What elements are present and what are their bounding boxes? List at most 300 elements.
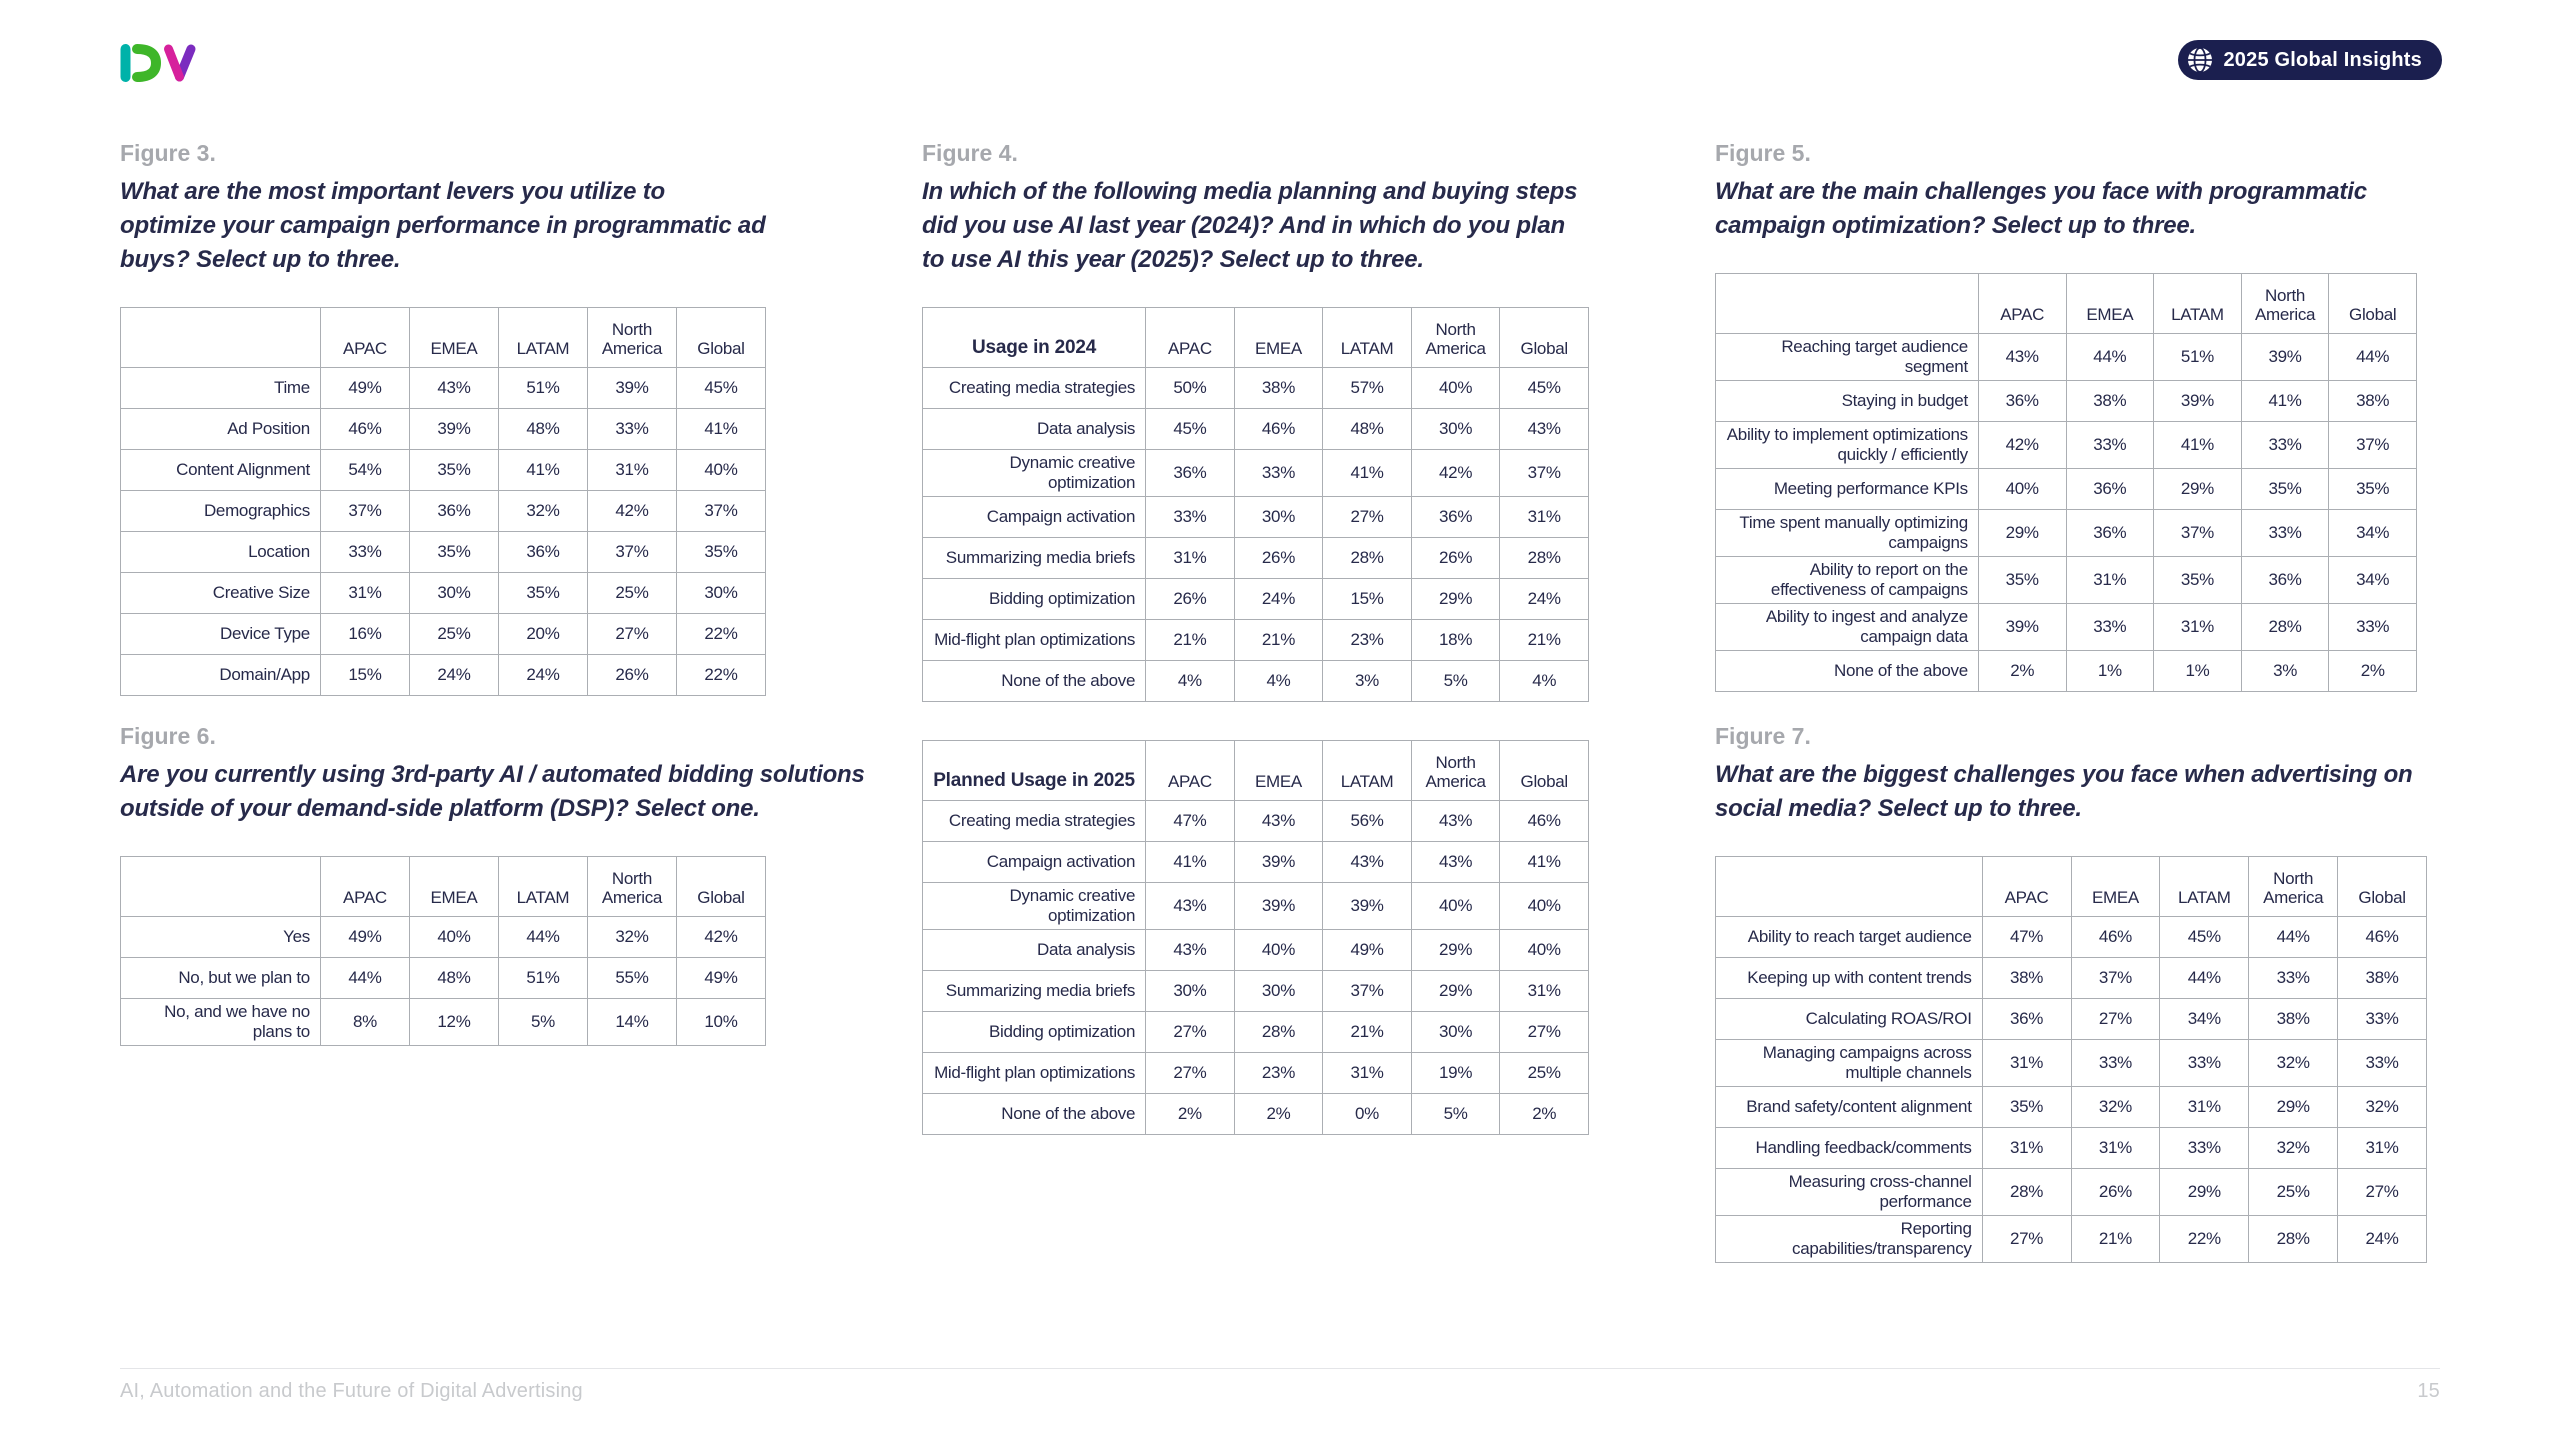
data-cell: 35% (2154, 557, 2242, 604)
data-cell: 24% (2338, 1216, 2427, 1263)
data-cell: 33% (2160, 1128, 2249, 1169)
data-cell: 27% (1146, 1012, 1235, 1053)
row-label: None of the above (923, 661, 1146, 702)
data-cell: 31% (1500, 497, 1589, 538)
data-cell: 40% (1411, 368, 1500, 409)
data-cell: 36% (2241, 557, 2329, 604)
row-label: Measuring cross-channel performance (1716, 1169, 1983, 1216)
data-cell: 42% (1411, 450, 1500, 497)
row-label: Domain/App (121, 655, 321, 696)
data-cell: 30% (1411, 409, 1500, 450)
table-row (923, 971, 1589, 1012)
table-row (121, 450, 766, 491)
table-row (121, 655, 766, 696)
table-row (1716, 917, 2427, 958)
data-cell: 42% (587, 491, 676, 532)
table-row (923, 1094, 1589, 1135)
data-cell: 51% (2154, 334, 2242, 381)
table-row (923, 538, 1589, 579)
row-label: Time (121, 368, 321, 409)
table-row (1716, 1087, 2427, 1128)
table-row (1716, 334, 2417, 381)
data-cell: 24% (409, 655, 498, 696)
data-cell: 32% (2071, 1087, 2160, 1128)
row-label: Yes (121, 917, 321, 958)
table-corner-label (1716, 274, 1979, 334)
data-cell: 28% (1982, 1169, 2071, 1216)
data-cell: 31% (2071, 1128, 2160, 1169)
data-cell: 2% (2329, 651, 2417, 692)
column-header: APAC (320, 857, 409, 917)
data-cell: 45% (1500, 368, 1589, 409)
data-cell: 2% (1146, 1094, 1235, 1135)
table-row (923, 883, 1589, 930)
data-cell: 33% (2338, 999, 2427, 1040)
data-cell: 38% (1982, 958, 2071, 999)
globe-icon (2186, 46, 2214, 74)
figure-5-table (1715, 273, 2417, 692)
data-cell: 18% (1411, 620, 1500, 661)
table-row (923, 497, 1589, 538)
table-row (1716, 1169, 2427, 1216)
data-cell: 39% (2154, 381, 2242, 422)
data-cell: 36% (1411, 497, 1500, 538)
data-cell: 3% (2241, 651, 2329, 692)
row-label: Calculating ROAS/ROI (1716, 999, 1983, 1040)
data-cell: 31% (1146, 538, 1235, 579)
global-insights-badge (2178, 40, 2442, 80)
data-cell: 34% (2329, 510, 2417, 557)
column-header: LATAM (2154, 274, 2242, 334)
data-cell: 39% (1978, 604, 2066, 651)
table-row (1716, 381, 2417, 422)
figure-6-label: Figure 6. (120, 723, 216, 749)
data-cell: 43% (1146, 930, 1235, 971)
data-cell: 33% (2241, 510, 2329, 557)
data-cell: 34% (2160, 999, 2249, 1040)
data-cell: 14% (587, 999, 676, 1046)
data-cell: 40% (676, 450, 765, 491)
data-cell: 33% (2066, 604, 2154, 651)
data-cell: 26% (587, 655, 676, 696)
data-cell: 31% (2154, 604, 2242, 651)
data-cell: 4% (1500, 661, 1589, 702)
data-cell: 44% (498, 917, 587, 958)
column-header: LATAM (1323, 741, 1412, 801)
data-cell: 4% (1146, 661, 1235, 702)
table-corner-label (121, 857, 321, 917)
column-header: Global (676, 857, 765, 917)
data-cell: 42% (676, 917, 765, 958)
column-header: Global (676, 308, 765, 368)
table-row (923, 368, 1589, 409)
data-cell: 31% (1982, 1128, 2071, 1169)
data-cell: 12% (409, 999, 498, 1046)
table-row (923, 1053, 1589, 1094)
data-cell: 49% (676, 958, 765, 999)
data-cell: 20% (498, 614, 587, 655)
data-cell: 43% (1234, 801, 1323, 842)
data-cell: 29% (2249, 1087, 2338, 1128)
figure-7-table (1715, 856, 2427, 1263)
data-cell: 37% (2329, 422, 2417, 469)
data-cell: 33% (2249, 958, 2338, 999)
data-cell: 43% (409, 368, 498, 409)
figure-6-table (120, 856, 766, 1046)
data-cell: 33% (2241, 422, 2329, 469)
data-cell: 33% (2329, 604, 2417, 651)
data-cell: 40% (1234, 930, 1323, 971)
column-header: EMEA (2066, 274, 2154, 334)
row-label: Bidding optimization (923, 1012, 1146, 1053)
row-label: Time spent manually optimizing campaigns (1716, 510, 1979, 557)
column-header: APAC (1146, 308, 1235, 368)
data-cell: 22% (2160, 1216, 2249, 1263)
column-header: Global (1500, 308, 1589, 368)
row-label: Summarizing media briefs (923, 538, 1146, 579)
data-cell: 31% (587, 450, 676, 491)
table-corner-label: Usage in 2024 (923, 308, 1146, 368)
data-cell: 2% (1234, 1094, 1323, 1135)
data-cell: 22% (676, 655, 765, 696)
data-cell: 29% (2154, 469, 2242, 510)
data-cell: 36% (498, 532, 587, 573)
data-cell: 41% (1323, 450, 1412, 497)
column-header: EMEA (1234, 308, 1323, 368)
table-corner-label (1716, 857, 1983, 917)
table-row (1716, 651, 2417, 692)
data-cell: 2% (1978, 651, 2066, 692)
row-label: Reaching target audience segment (1716, 334, 1979, 381)
data-cell: 29% (1411, 971, 1500, 1012)
data-cell: 31% (1500, 971, 1589, 1012)
row-label: Mid-flight plan optimizations (923, 620, 1146, 661)
data-cell: 45% (676, 368, 765, 409)
data-cell: 38% (2249, 999, 2338, 1040)
table-row (923, 579, 1589, 620)
data-cell: 25% (1500, 1053, 1589, 1094)
page-footer (120, 1368, 2440, 1403)
table-row (121, 491, 766, 532)
table-row (121, 917, 766, 958)
column-header: EMEA (1234, 741, 1323, 801)
row-label: Location (121, 532, 321, 573)
data-cell: 15% (320, 655, 409, 696)
data-cell: 19% (1411, 1053, 1500, 1094)
table-row (923, 450, 1589, 497)
table-row (1716, 1128, 2427, 1169)
row-label: Dynamic creative optimization (923, 883, 1146, 930)
data-cell: 55% (587, 958, 676, 999)
data-cell: 41% (1146, 842, 1235, 883)
data-cell: 35% (2329, 469, 2417, 510)
data-cell: 32% (2338, 1087, 2427, 1128)
table-row (1716, 422, 2417, 469)
data-cell: 28% (1234, 1012, 1323, 1053)
row-label: Ad Position (121, 409, 321, 450)
header-row (923, 308, 1589, 368)
data-cell: 16% (320, 614, 409, 655)
data-cell: 46% (1234, 409, 1323, 450)
data-cell: 41% (2241, 381, 2329, 422)
header-row (1716, 857, 2427, 917)
data-cell: 33% (2071, 1040, 2160, 1087)
data-cell: 37% (1323, 971, 1412, 1012)
table-row (121, 532, 766, 573)
column-header: Global (2338, 857, 2427, 917)
dv-logo (118, 40, 202, 86)
data-cell: 27% (2071, 999, 2160, 1040)
table-row (1716, 999, 2427, 1040)
row-label: Dynamic creative optimization (923, 450, 1146, 497)
column-header: LATAM (498, 857, 587, 917)
figure-4-label: Figure 4. (922, 140, 1018, 166)
data-cell: 56% (1323, 801, 1412, 842)
data-cell: 54% (320, 450, 409, 491)
table-row (1716, 510, 2417, 557)
data-cell: 28% (1500, 538, 1589, 579)
column-header: Global (1500, 741, 1589, 801)
data-cell: 3% (1323, 661, 1412, 702)
data-cell: 30% (1411, 1012, 1500, 1053)
column-header: EMEA (409, 857, 498, 917)
table-row (121, 958, 766, 999)
data-cell: 26% (1234, 538, 1323, 579)
row-label: Keeping up with content trends (1716, 958, 1983, 999)
data-cell: 44% (320, 958, 409, 999)
row-label: Managing campaigns across multiple channels (1716, 1040, 1983, 1087)
header-row (923, 741, 1589, 801)
data-cell: 39% (587, 368, 676, 409)
data-cell: 48% (1323, 409, 1412, 450)
data-cell: 44% (2160, 958, 2249, 999)
data-cell: 43% (1978, 334, 2066, 381)
row-label: Ability to reach target audience (1716, 917, 1983, 958)
table-row (923, 1012, 1589, 1053)
data-cell: 39% (1234, 842, 1323, 883)
column-header: North America (587, 857, 676, 917)
data-cell: 5% (1411, 661, 1500, 702)
data-cell: 44% (2329, 334, 2417, 381)
data-cell: 32% (2249, 1128, 2338, 1169)
data-cell: 1% (2066, 651, 2154, 692)
data-cell: 33% (2160, 1040, 2249, 1087)
data-cell: 24% (1500, 579, 1589, 620)
table-row (121, 368, 766, 409)
data-cell: 27% (1500, 1012, 1589, 1053)
data-cell: 33% (2338, 1040, 2427, 1087)
data-cell: 46% (2071, 917, 2160, 958)
data-cell: 27% (1982, 1216, 2071, 1263)
figure-7-label: Figure 7. (1715, 723, 1811, 749)
column-header: North America (587, 308, 676, 368)
data-cell: 40% (1500, 930, 1589, 971)
figure-5 (1715, 140, 2417, 692)
data-cell: 41% (676, 409, 765, 450)
data-cell: 26% (1146, 579, 1235, 620)
data-cell: 41% (2154, 422, 2242, 469)
data-cell: 33% (320, 532, 409, 573)
figure-4-table-planned-2025 (922, 740, 1589, 1135)
table-row (121, 999, 766, 1046)
data-cell: 40% (1411, 883, 1500, 930)
data-cell: 22% (676, 614, 765, 655)
data-cell: 31% (320, 573, 409, 614)
figure-3 (120, 140, 766, 696)
data-cell: 51% (498, 368, 587, 409)
row-label: No, but we plan to (121, 958, 321, 999)
data-cell: 35% (1978, 557, 2066, 604)
column-header: Global (2329, 274, 2417, 334)
column-header: North America (2249, 857, 2338, 917)
data-cell: 39% (1234, 883, 1323, 930)
table-row (1716, 557, 2417, 604)
row-label: Creating media strategies (923, 368, 1146, 409)
table-row (1716, 1216, 2427, 1263)
data-cell: 46% (320, 409, 409, 450)
data-cell: 46% (2338, 917, 2427, 958)
data-cell: 27% (2338, 1169, 2427, 1216)
data-cell: 27% (587, 614, 676, 655)
column-header: APAC (1982, 857, 2071, 917)
row-label: None of the above (923, 1094, 1146, 1135)
table-row (121, 573, 766, 614)
figure-6 (120, 723, 880, 1046)
row-label: Campaign activation (923, 842, 1146, 883)
table-corner-label (121, 308, 321, 368)
data-cell: 49% (320, 917, 409, 958)
data-cell: 37% (2154, 510, 2242, 557)
data-cell: 45% (2160, 917, 2249, 958)
figure-3-label: Figure 3. (120, 140, 216, 166)
page-number: 15 (2417, 1380, 2440, 1402)
table-row (1716, 604, 2417, 651)
data-cell: 35% (2241, 469, 2329, 510)
data-cell: 35% (409, 532, 498, 573)
data-cell: 35% (676, 532, 765, 573)
row-label: Ability to report on the effectiveness of campaigns (1716, 557, 1979, 604)
data-cell: 27% (1146, 1053, 1235, 1094)
data-cell: 47% (1146, 801, 1235, 842)
data-cell: 8% (320, 999, 409, 1046)
data-cell: 39% (2241, 334, 2329, 381)
data-cell: 28% (2241, 604, 2329, 651)
row-label: Reporting capabilities/transparency (1716, 1216, 1983, 1263)
data-cell: 32% (2249, 1040, 2338, 1087)
data-cell: 36% (1978, 381, 2066, 422)
data-cell: 51% (498, 958, 587, 999)
data-cell: 4% (1234, 661, 1323, 702)
data-cell: 25% (2249, 1169, 2338, 1216)
data-cell: 43% (1411, 842, 1500, 883)
column-header: APAC (320, 308, 409, 368)
data-cell: 33% (587, 409, 676, 450)
table-row (121, 409, 766, 450)
row-label: Data analysis (923, 930, 1146, 971)
data-cell: 44% (2249, 917, 2338, 958)
figure-4-question: In which of the following media planning and buying steps did you use AI last year (2024)? And in which do you plan to use AI this year (2025)? Select up to three. (922, 178, 1578, 273)
data-cell: 48% (498, 409, 587, 450)
data-cell: 45% (1146, 409, 1235, 450)
data-cell: 40% (1500, 883, 1589, 930)
row-label: Summarizing media briefs (923, 971, 1146, 1012)
header-row (1716, 274, 2417, 334)
data-cell: 27% (1323, 497, 1412, 538)
data-cell: 38% (2066, 381, 2154, 422)
data-cell: 28% (2249, 1216, 2338, 1263)
data-cell: 36% (1146, 450, 1235, 497)
data-cell: 33% (2066, 422, 2154, 469)
row-label: Meeting performance KPIs (1716, 469, 1979, 510)
data-cell: 30% (1146, 971, 1235, 1012)
row-label: Campaign activation (923, 497, 1146, 538)
data-cell: 37% (320, 491, 409, 532)
table-row (923, 930, 1589, 971)
data-cell: 10% (676, 999, 765, 1046)
row-label: Demographics (121, 491, 321, 532)
data-cell: 31% (1982, 1040, 2071, 1087)
data-cell: 29% (1411, 579, 1500, 620)
figure-5-label: Figure 5. (1715, 140, 1811, 166)
data-cell: 30% (1234, 971, 1323, 1012)
data-cell: 43% (1411, 801, 1500, 842)
data-cell: 39% (1323, 883, 1412, 930)
column-header: North America (1411, 741, 1500, 801)
header-row (121, 308, 766, 368)
data-cell: 46% (1500, 801, 1589, 842)
table-row (121, 614, 766, 655)
data-cell: 43% (1323, 842, 1412, 883)
data-cell: 21% (1234, 620, 1323, 661)
data-cell: 39% (409, 409, 498, 450)
table-row (923, 620, 1589, 661)
row-label: No, and we have no plans to (121, 999, 321, 1046)
table-corner-label: Planned Usage in 2025 (923, 741, 1146, 801)
data-cell: 36% (1982, 999, 2071, 1040)
data-cell: 33% (1234, 450, 1323, 497)
data-cell: 31% (2338, 1128, 2427, 1169)
column-header: North America (1411, 308, 1500, 368)
figure-6-question: Are you currently using 3rd-party AI / automated bidding solutions outside of your demand-side platform (DSP)? Select one. (120, 761, 865, 822)
data-cell: 30% (1234, 497, 1323, 538)
data-cell: 15% (1323, 579, 1412, 620)
data-cell: 31% (1323, 1053, 1412, 1094)
figure-3-table (120, 307, 766, 696)
table-row (1716, 958, 2427, 999)
data-cell: 36% (2066, 510, 2154, 557)
data-cell: 26% (1411, 538, 1500, 579)
badge-label: 2025 Global Insights (2223, 48, 2422, 71)
table-row (923, 409, 1589, 450)
data-cell: 5% (1411, 1094, 1500, 1135)
data-cell: 30% (676, 573, 765, 614)
data-cell: 43% (1146, 883, 1235, 930)
data-cell: 1% (2154, 651, 2242, 692)
table-row (923, 661, 1589, 702)
figure-7 (1715, 723, 2427, 1263)
data-cell: 28% (1323, 538, 1412, 579)
column-header: APAC (1146, 741, 1235, 801)
data-cell: 37% (587, 532, 676, 573)
column-header: LATAM (1323, 308, 1412, 368)
data-cell: 21% (1323, 1012, 1412, 1053)
row-label: Handling feedback/comments (1716, 1128, 1983, 1169)
data-cell: 44% (2066, 334, 2154, 381)
row-label: Creating media strategies (923, 801, 1146, 842)
table-row (1716, 1040, 2427, 1087)
data-cell: 23% (1234, 1053, 1323, 1094)
data-cell: 32% (498, 491, 587, 532)
